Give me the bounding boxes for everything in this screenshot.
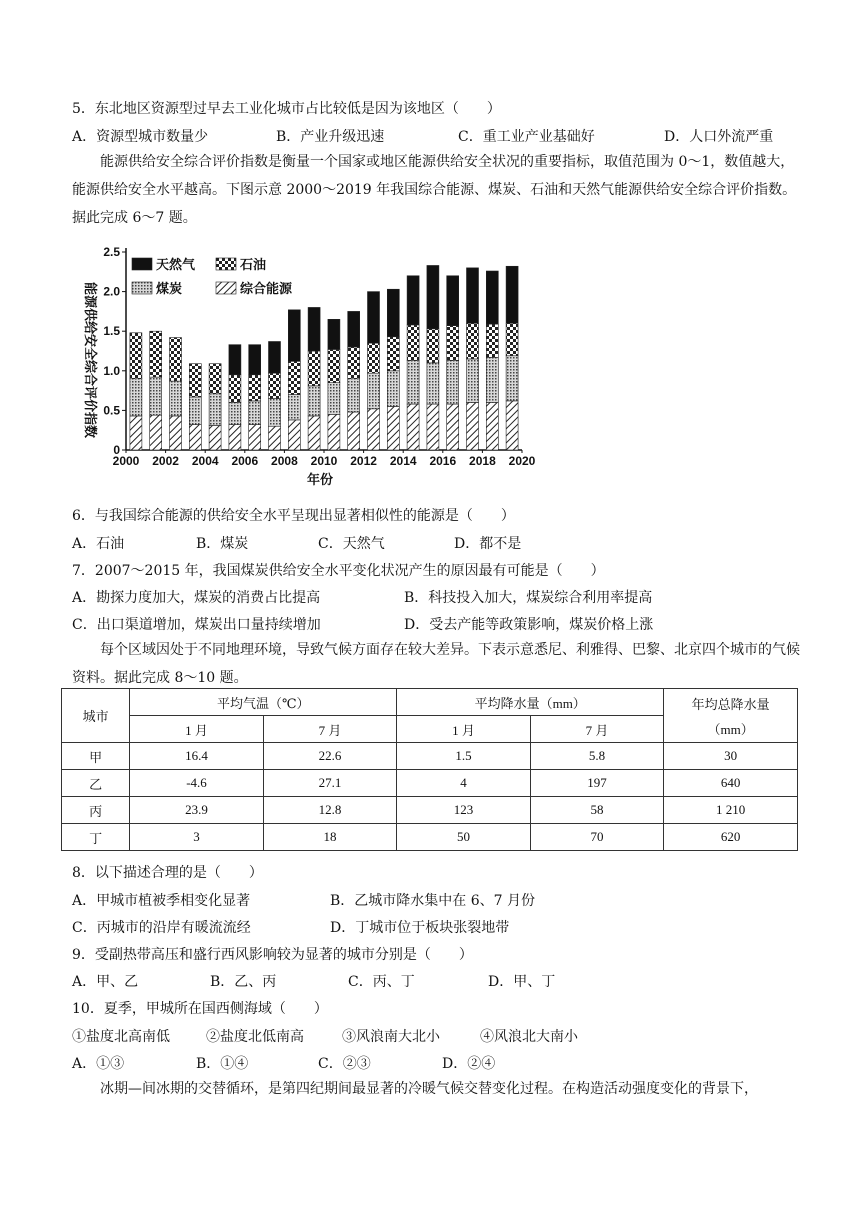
chart-bar-segment <box>269 399 281 427</box>
chart-y-axis-label: 能源供给安全综合评价指数 <box>83 281 98 439</box>
chart-bar-segment <box>249 345 261 375</box>
q7-option-c[interactable]: C．出口渠道增加，煤炭出口量持续增加 <box>72 617 321 633</box>
q6-option-a[interactable]: A．石油 <box>72 536 125 552</box>
chart-x-tick-label: 2010 <box>310 454 338 468</box>
chart-bar-segment <box>427 265 439 328</box>
chart-bar-segment <box>447 361 459 405</box>
chart-legend-label: 煤炭 <box>156 282 183 297</box>
chart-bar-segment <box>209 425 221 450</box>
chart-y-tick-label: 2.0 <box>103 284 120 299</box>
chart-bar-segment <box>288 310 300 361</box>
table-row <box>62 797 798 824</box>
q9-option-a[interactable]: A．甲、乙 <box>72 974 139 990</box>
chart-bar-segment <box>447 326 459 361</box>
chart-x-tick-label: 2020 <box>508 454 536 468</box>
chart-y-tick-label: 1.0 <box>103 363 120 378</box>
table-cell: 50 <box>397 824 530 851</box>
table-cell: 4 <box>397 770 530 797</box>
table-cell: -4.6 <box>130 770 263 797</box>
chart-bar-segment <box>308 307 320 351</box>
table-cell: 197 <box>530 770 663 797</box>
chart-bar-segment <box>229 425 241 450</box>
chart-bar-segment <box>269 426 281 450</box>
ice-age-intro-paragraph: 冰期—间冰期的交替循环，是第四纪期间最显著的冷暖气候交替变化过程。在构造活动强度变化的背景下， <box>100 1081 758 1097</box>
chart-legend-swatch <box>216 258 236 270</box>
q7-stem: 7．2007～2015 年，我国煤炭供给安全水平变化状况产生的原因最有可能是（ ） <box>72 563 605 579</box>
chart-bar-segment <box>249 401 261 425</box>
chart-bar-segment <box>130 379 142 416</box>
chart-bar-segment <box>506 356 518 401</box>
chart-x-tick-label: 2006 <box>231 454 259 468</box>
chart-legend-swatch <box>132 258 152 270</box>
q9-stem: 9．受副热带高压和盛行西风影响较为显著的城市分别是（ ） <box>72 947 473 963</box>
table-cell: 18 <box>263 824 396 851</box>
chart-bar-segment <box>387 337 399 371</box>
chart-bar-segment <box>387 406 399 450</box>
chart-bar-segment <box>407 276 419 325</box>
chart-y-tick-label: 2.5 <box>103 245 120 259</box>
chart-bar-segment <box>427 404 439 450</box>
chart-bar-segment <box>368 373 380 409</box>
chart-x-tick-label: 2008 <box>271 454 298 468</box>
q10-stem: 10．夏季，甲城所在国西侧海域（ ） <box>72 1001 328 1017</box>
q10-option-c[interactable]: C．②③ <box>318 1056 371 1072</box>
chart-bar-segment <box>467 402 479 450</box>
chart-bar-segment <box>467 268 479 323</box>
chart-bar-segment <box>249 375 261 401</box>
chart-bar-segment <box>427 363 439 404</box>
q5-option-a[interactable]: A．资源型城市数量少 <box>72 129 209 145</box>
q10-option-d[interactable]: D．②④ <box>442 1056 496 1072</box>
q5-stem: 5．东北地区资源型过早去工业化城市占比较低是因为该地区（ ） <box>72 101 501 117</box>
table-cell: 70 <box>530 824 663 851</box>
chart-bar-segment <box>229 402 241 424</box>
table-cell: 16.4 <box>130 743 263 770</box>
chart-bar-segment <box>407 325 419 361</box>
chart-y-tick-label: 0.5 <box>103 403 120 418</box>
table-row <box>62 824 798 851</box>
climate-table <box>61 688 798 851</box>
chart-bar-segment <box>269 341 281 373</box>
table-cell: 12.8 <box>263 797 396 824</box>
chart-legend-swatch <box>132 282 152 294</box>
chart-bar-segment <box>189 425 201 450</box>
chart-bar-segment <box>467 359 479 403</box>
q8-stem: 8．以下描述合理的是（ ） <box>72 865 263 881</box>
chart-bar-segment <box>506 323 518 355</box>
chart-bar-segment <box>467 323 479 359</box>
chart-bar-segment <box>209 394 221 426</box>
table-cell: 乙 <box>62 770 130 797</box>
chart-bar-segment <box>328 414 340 450</box>
table-header-total-label: 年均总降水量 <box>691 696 770 712</box>
q9-option-b[interactable]: B．乙、丙 <box>210 974 277 990</box>
q9-option-d[interactable]: D．甲、丁 <box>488 974 556 990</box>
energy-security-chart <box>72 240 536 490</box>
q7-option-b[interactable]: B．科技投入加大，煤炭综合利用率提高 <box>404 590 653 606</box>
chart-bar-segment <box>348 311 360 347</box>
table-header-temp-jan: 1 月 <box>130 716 263 743</box>
chart-bar-segment <box>368 292 380 343</box>
chart-bar-segment <box>447 404 459 450</box>
q10-statement-2: ②盐度北低南高 <box>206 1029 304 1045</box>
q6-option-c[interactable]: C．天然气 <box>318 536 385 552</box>
chart-bar-segment <box>427 329 439 363</box>
chart-bar-segment <box>348 347 360 379</box>
q10-option-b[interactable]: B．①④ <box>196 1056 249 1072</box>
chart-bar-segment <box>209 364 221 394</box>
q10-statement-4: ④风浪北大南小 <box>480 1029 578 1045</box>
chart-bar-segment <box>308 416 320 450</box>
chart-bar-segment <box>348 379 360 412</box>
table-cell: 23.9 <box>130 797 263 824</box>
chart-bar-segment <box>328 383 340 415</box>
chart-bar-segment <box>486 402 498 450</box>
chart-bar-segment <box>308 351 320 386</box>
q8-option-d[interactable]: D．丁城市位于板块张裂地带 <box>330 920 510 936</box>
energy-intro-paragraph: 能源供给安全综合评价指数是衡量一个国家或地区能源供给安全状况的重要指标，取值范围为 0～1，数值越大，能源供给安全水平越高。下图示意 2000～2019 年我国综合能源、煤炭、石油和天然气能源供给安全综合评价指数。据此完成 6～7 题。 <box>72 154 797 226</box>
chart-bar-segment <box>486 271 498 324</box>
q7-option-d[interactable]: D．受去产能等政策影响，煤炭价格上涨 <box>404 617 654 633</box>
table-cell: 620 <box>664 824 798 851</box>
chart-legend-label: 天然气 <box>156 258 196 273</box>
q10-statement-1: ①盐度北高南低 <box>72 1029 170 1045</box>
q10-option-a[interactable]: A．①③ <box>72 1056 125 1072</box>
chart-x-tick-label: 2012 <box>350 454 377 468</box>
table-cell: 640 <box>664 770 798 797</box>
chart-bar-segment <box>170 381 182 416</box>
q10-statement-3: ③风浪南大北小 <box>342 1029 440 1045</box>
q6-option-b[interactable]: B．煤炭 <box>196 536 249 552</box>
table-cell: 甲 <box>62 743 130 770</box>
table-cell: 5.8 <box>530 743 663 770</box>
chart-bar-segment <box>288 361 300 394</box>
table-header-total <box>664 689 798 743</box>
chart-bar-segment <box>328 349 340 382</box>
chart-bar-segment <box>308 386 320 416</box>
table-header-precip-jul: 7 月 <box>530 716 663 743</box>
chart-bar-segment <box>506 266 518 323</box>
table-cell: 22.6 <box>263 743 396 770</box>
table-header-temp-jul: 7 月 <box>263 716 396 743</box>
chart-bar-segment <box>150 415 162 450</box>
chart-bar-segment <box>506 401 518 450</box>
chart-legend-label: 综合能源 <box>240 282 293 297</box>
chart-x-tick-label: 2018 <box>469 454 496 468</box>
chart-bar-segment <box>328 319 340 349</box>
chart-legend-swatch <box>216 282 236 294</box>
table-header-city: 城市 <box>62 689 130 743</box>
chart-bar-segment <box>249 425 261 450</box>
chart-bar-segment <box>150 331 162 377</box>
chart-bar-segment <box>407 404 419 450</box>
chart-bar-segment <box>189 364 201 397</box>
chart-bar-segment <box>387 289 399 337</box>
table-cell: 1 210 <box>664 797 798 824</box>
table-header-temp: 平均气温（℃） <box>130 689 397 716</box>
chart-x-tick-label: 2002 <box>152 454 179 468</box>
chart-bar-segment <box>170 338 182 382</box>
chart-bar-segment <box>229 345 241 375</box>
climate-intro-paragraph: 每个区域因处于不同地理环境，导致气候方面存在较大差异。下表示意悉尼、利雅得、巴黎、北京四个城市的气候资料。据此完成 8～10 题。 <box>72 642 800 686</box>
table-cell: 丁 <box>62 824 130 851</box>
chart-bar-segment <box>486 324 498 357</box>
chart-bar-segment <box>150 377 162 415</box>
table-header-precip: 平均降水量（mm） <box>397 689 664 716</box>
chart-bar-segment <box>368 409 380 450</box>
table-header-total-unit: （mm） <box>707 721 754 737</box>
q6-option-d[interactable]: D．都不是 <box>454 536 522 552</box>
chart-bar-segment <box>348 412 360 450</box>
chart-x-tick-label: 2014 <box>389 454 417 468</box>
q5-option-d[interactable]: D．人口外流严重 <box>664 129 774 145</box>
q6-stem: 6．与我国综合能源的供给安全水平呈现出显著相似性的能源是（ ） <box>72 508 515 524</box>
chart-y-tick-label: 0 <box>113 443 120 457</box>
chart-bar-segment <box>189 397 201 425</box>
chart-bar-segment <box>269 373 281 398</box>
chart-bar-segment <box>130 416 142 450</box>
chart-bar-segment <box>229 375 241 403</box>
q5-option-c[interactable]: C．重工业产业基础好 <box>458 129 595 145</box>
q7-option-a[interactable]: A．勘探力度加大，煤炭的消费占比提高 <box>72 590 321 606</box>
table-cell: 丙 <box>62 797 130 824</box>
chart-bar-segment <box>130 333 142 379</box>
table-header-precip-jan: 1 月 <box>397 716 530 743</box>
chart-bar-segment <box>288 420 300 450</box>
chart-bar-segment <box>447 276 459 326</box>
table-cell: 3 <box>130 824 263 851</box>
chart-bar-segment <box>486 357 498 402</box>
chart-bar-segment <box>288 395 300 420</box>
table-row <box>62 770 798 797</box>
chart-bar-segment <box>368 343 380 373</box>
table-cell: 58 <box>530 797 663 824</box>
q5-option-b[interactable]: B．产业升级迅速 <box>276 129 385 145</box>
chart-x-tick-label: 2004 <box>191 454 219 468</box>
q8-option-c[interactable]: C．丙城市的沿岸有暖流流经 <box>72 920 251 936</box>
chart-x-tick-label: 2016 <box>429 454 457 468</box>
chart-bar-segment <box>387 371 399 407</box>
table-cell: 1.5 <box>397 743 530 770</box>
q9-option-c[interactable]: C．丙、丁 <box>348 974 415 990</box>
q8-option-a[interactable]: A．甲城市植被季相变化显著 <box>72 893 251 909</box>
chart-x-tick-label: 2000 <box>112 454 140 468</box>
table-cell: 27.1 <box>263 770 396 797</box>
table-cell: 30 <box>664 743 798 770</box>
table-cell: 123 <box>397 797 530 824</box>
chart-y-tick-label: 1.5 <box>103 324 120 339</box>
chart-x-axis-label: 年份 <box>306 472 334 487</box>
chart-bar-segment <box>170 416 182 450</box>
chart-legend-label: 石油 <box>240 258 267 273</box>
chart-bar-segment <box>407 361 419 405</box>
q8-option-b[interactable]: B．乙城市降水集中在 6、7 月份 <box>330 893 536 909</box>
table-row <box>62 743 798 770</box>
